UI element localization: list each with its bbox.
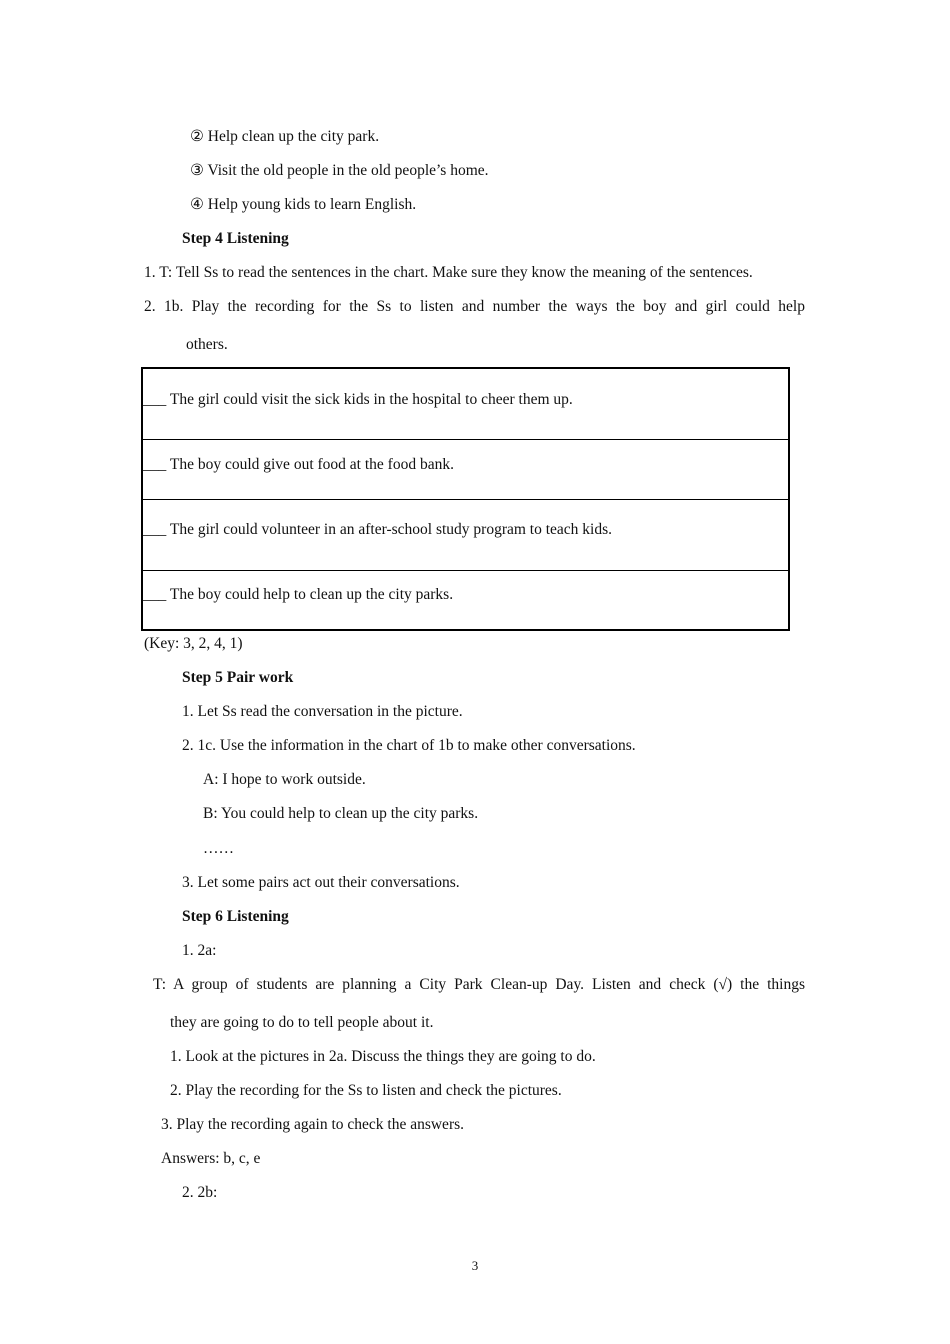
chart-row <box>143 570 788 630</box>
step5-item1: 1. Let Ss read the conversation in the picture. <box>182 703 463 720</box>
step4-heading: Step 4 Listening <box>182 230 289 247</box>
step4-item1: 1. T: Tell Ss to read the sentences in the chart. Make sure they know the meaning of the sentences. <box>144 264 753 281</box>
step6-item3: 3. Play the recording again to check the answers. <box>161 1116 465 1133</box>
step6-item1: 1. Look at the pictures in 2a. Discuss the things they are going to do. <box>170 1048 596 1065</box>
step6-heading: Step 6 Listening <box>182 908 289 925</box>
dialog-ellipsis: …… <box>203 840 234 857</box>
step6-answers: Answers: b, c, e <box>161 1150 261 1167</box>
step6-sub-2b: 2. 2b: <box>182 1184 218 1201</box>
dialog-line-a: A: I hope to work outside. <box>203 771 366 788</box>
step5-item3: 3. Let some pairs act out their conversations. <box>182 874 460 891</box>
listening-chart <box>141 367 790 631</box>
step6-teacher-line1: T: A group of students are planning a City Park Clean-up Day. Listen and check (√) the things <box>153 976 805 993</box>
chart-row <box>143 499 788 571</box>
chart-row-text: ___ The boy could help to clean up the city parks. <box>143 586 454 603</box>
answer-key: (Key: 3, 2, 4, 1) <box>144 635 243 652</box>
step6-item2: 2. Play the recording for the Ss to listen and check the pictures. <box>170 1082 562 1099</box>
list-item-visit-old-people: ③ Visit the old people in the old people’s home. <box>190 162 489 179</box>
dialog-line-b: B: You could help to clean up the city parks. <box>203 805 479 822</box>
chart-row-text: ___ The girl could volunteer in an after-school study program to teach kids. <box>143 521 613 538</box>
list-item-help-young-kids: ④ Help young kids to learn English. <box>190 196 417 213</box>
chart-row <box>143 369 788 439</box>
chart-row-text: ___ The boy could give out food at the food bank. <box>143 456 454 473</box>
list-item-help-clean-park: ② Help clean up the city park. <box>190 128 380 145</box>
step5-item2: 2. 1c. Use the information in the chart of 1b to make other conversations. <box>182 737 636 754</box>
chart-row-text: ___ The girl could visit the sick kids in the hospital to cheer them up. <box>143 391 573 408</box>
step6-teacher-line2: they are going to do to tell people about it. <box>170 1014 434 1031</box>
step4-item2-line1: 2. 1b. Play the recording for the Ss to listen and number the ways the boy and girl could help <box>144 298 805 315</box>
step6-sub-2a: 1. 2a: <box>182 942 217 959</box>
chart-row <box>143 439 788 500</box>
page-number: 3 <box>471 1258 479 1273</box>
step4-item2-line2: others. <box>186 336 228 353</box>
step5-heading: Step 5 Pair work <box>182 669 294 686</box>
